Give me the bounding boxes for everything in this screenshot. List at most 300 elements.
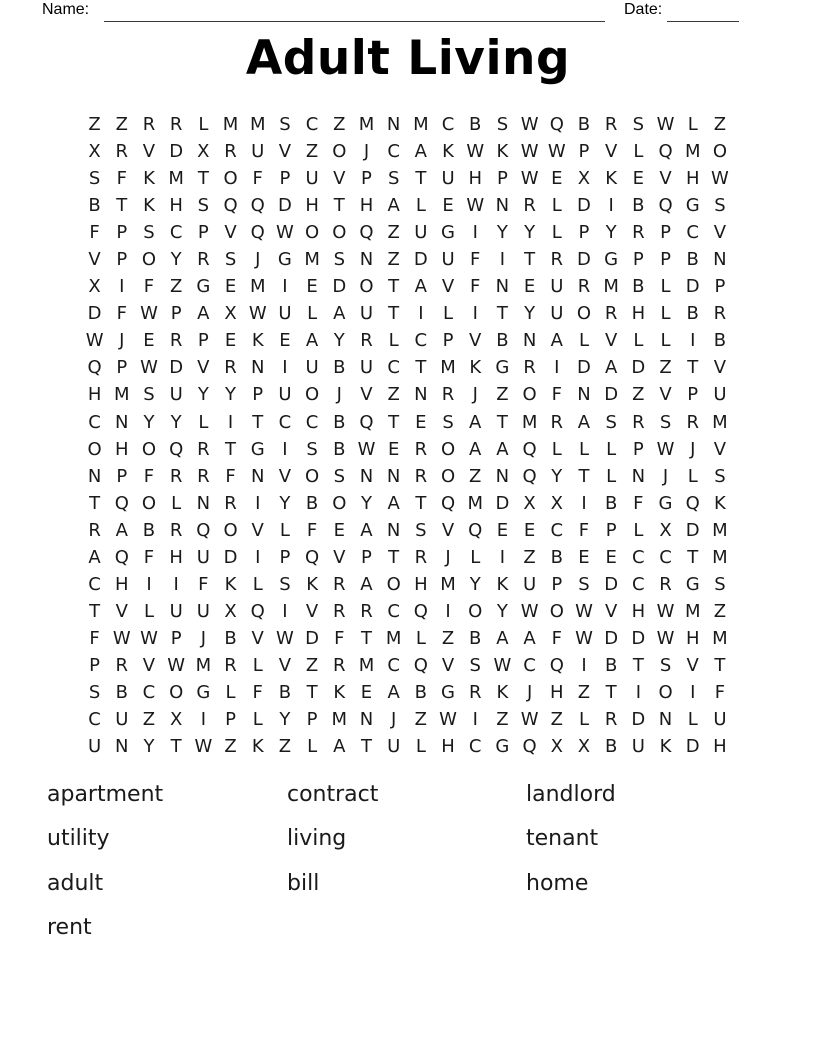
grid-letter: S	[578, 573, 590, 595]
grid-letter: R	[142, 114, 156, 136]
grid-letter: S	[306, 438, 318, 460]
grid-letter: H	[685, 168, 700, 190]
grid-letter: A	[333, 736, 346, 758]
grid-letter: Q	[114, 546, 129, 568]
grid-letter: V	[441, 654, 455, 676]
grid-letter: S	[714, 465, 726, 487]
grid-letter: B	[469, 627, 482, 649]
grid-letter: J	[119, 330, 125, 352]
grid-letter: K	[251, 736, 264, 758]
grid-letter: C	[468, 736, 482, 758]
grid-letter: A	[469, 411, 482, 433]
grid-letter: F	[143, 276, 155, 298]
grid-letter: I	[690, 330, 696, 352]
grid-letter: P	[660, 222, 671, 244]
grid-letter: H	[115, 438, 129, 460]
grid-letter: S	[333, 465, 345, 487]
grid-letter: Q	[522, 465, 537, 487]
grid-letter: V	[604, 600, 618, 622]
grid-letter: F	[470, 276, 481, 298]
grid-letter: G	[441, 682, 455, 703]
grid-letter: C	[550, 519, 564, 541]
grid-letter: Z	[142, 709, 156, 731]
grid-letter: A	[360, 519, 373, 541]
grid-letter: X	[169, 709, 183, 731]
grid-letter: W	[112, 627, 131, 649]
grid-letter: L	[415, 627, 426, 649]
grid-letter: T	[360, 627, 372, 649]
grid-letter: P	[252, 384, 264, 406]
grid-letter: L	[633, 330, 644, 352]
grid-letter: L	[252, 573, 263, 595]
grid-letter: R	[414, 438, 428, 460]
grid-letter: C	[387, 357, 400, 379]
grid-letter: L	[660, 276, 671, 298]
grid-letter: O	[440, 438, 456, 460]
grid-letter: F	[116, 168, 127, 190]
grid-letter: P	[442, 330, 454, 352]
grid-letter: N	[250, 465, 265, 487]
grid-letter: N	[386, 519, 401, 541]
grid-letter: D	[169, 141, 184, 163]
grid-letter: O	[305, 465, 320, 487]
grid-letter: M	[712, 411, 728, 433]
grid-letter: T	[714, 654, 726, 676]
grid-letter: Z	[115, 114, 128, 136]
grid-letter: G	[685, 195, 700, 217]
grid-letter: D	[604, 573, 619, 595]
grid-letter: M	[684, 141, 701, 163]
grid-letter: L	[443, 303, 454, 325]
grid-letter: S	[632, 114, 645, 136]
grid-letter: D	[577, 249, 591, 271]
grid-letter: Z	[577, 682, 591, 703]
grid-letter: L	[252, 654, 263, 676]
grid-letter: Z	[169, 276, 183, 298]
grid-letter: D	[577, 357, 591, 379]
grid-letter: N	[713, 249, 727, 271]
grid-letter: X	[659, 519, 672, 541]
grid-letter: T	[388, 303, 400, 325]
grid-letter: Q	[658, 141, 673, 163]
grid-letter: G	[196, 682, 211, 703]
grid-letter: P	[279, 546, 291, 568]
grid-letter: U	[441, 249, 455, 271]
grid-letter: S	[496, 114, 509, 136]
grid-letter: Q	[250, 195, 265, 217]
word-item: adult	[47, 870, 104, 896]
grid-letter: B	[604, 492, 618, 514]
grid-letter: Y	[524, 222, 536, 244]
grid-letter: Q	[440, 492, 456, 514]
grid-letter: G	[658, 492, 673, 514]
grid-letter: C	[441, 114, 455, 136]
grid-letter: P	[605, 519, 617, 541]
grid-letter: T	[496, 303, 508, 325]
grid-letter: K	[496, 141, 509, 163]
grid-letter: V	[333, 546, 346, 568]
grid-letter: P	[551, 573, 563, 595]
grid-letter: B	[550, 546, 563, 568]
grid-letter: H	[441, 736, 455, 758]
grid-letter: F	[334, 627, 345, 649]
grid-letter: B	[333, 357, 346, 379]
grid-letter: E	[523, 276, 536, 298]
grid-letter: C	[387, 141, 400, 163]
grid-letter: H	[169, 195, 183, 217]
grid-letter: X	[523, 492, 536, 514]
grid-letter: L	[633, 141, 644, 163]
grid-letter: C	[659, 546, 672, 568]
grid-letter: Q	[87, 357, 102, 379]
grid-letter: U	[550, 303, 564, 325]
grid-letter: V	[278, 654, 292, 676]
grid-letter: U	[305, 168, 319, 190]
grid-letter: V	[305, 600, 319, 622]
grid-letter: L	[198, 411, 209, 433]
grid-letter: R	[169, 519, 183, 541]
grid-letter: I	[282, 276, 288, 298]
word-item: apartment	[47, 781, 164, 807]
grid-letter: S	[442, 411, 454, 433]
grid-letter: S	[279, 573, 291, 595]
grid-letter: B	[686, 303, 699, 325]
grid-letter: P	[116, 357, 128, 379]
grid-letter: U	[523, 573, 537, 595]
grid-letter: E	[306, 276, 318, 298]
grid-letter: N	[414, 384, 428, 406]
grid-letter: Y	[333, 330, 345, 352]
grid-letter: Y	[551, 465, 563, 487]
grid-letter: L	[687, 709, 698, 731]
grid-letter: I	[146, 573, 152, 595]
grid-letter: F	[143, 465, 155, 487]
grid-letter: W	[493, 654, 512, 676]
grid-letter: U	[196, 546, 210, 568]
grid-letter: O	[549, 600, 564, 622]
grid-letter: D	[631, 357, 646, 379]
grid-letter: L	[252, 709, 263, 731]
grid-letter: F	[198, 573, 209, 595]
grid-letter: M	[521, 411, 538, 433]
grid-letter: U	[196, 600, 210, 622]
grid-letter: P	[279, 168, 291, 190]
grid-letter: A	[550, 330, 563, 352]
grid-letter: B	[333, 411, 346, 433]
grid-letter: D	[332, 276, 347, 298]
grid-letter: V	[115, 600, 128, 622]
grid-letter: K	[496, 682, 509, 703]
grid-letter: S	[279, 114, 291, 136]
name-label: Name:	[42, 1, 90, 18]
grid-letter: Q	[522, 736, 537, 758]
grid-letter: Q	[522, 438, 537, 460]
grid-letter: W	[140, 357, 158, 379]
grid-letter: U	[169, 600, 183, 622]
grid-letter: Z	[387, 222, 400, 244]
grid-letter: A	[360, 573, 373, 595]
grid-letter: M	[440, 357, 456, 379]
grid-letter: K	[442, 141, 454, 163]
grid-letter: T	[388, 546, 400, 568]
grid-letter: E	[415, 411, 427, 433]
grid-letter: C	[88, 709, 101, 731]
grid-letter: G	[495, 736, 510, 758]
grid-letter: P	[361, 168, 372, 190]
grid-letter: J	[662, 465, 669, 487]
grid-letter: V	[686, 654, 699, 676]
grid-letter: K	[143, 168, 155, 190]
grid-letter: J	[363, 141, 370, 163]
grid-letter: H	[713, 736, 727, 758]
word-item: living	[287, 826, 347, 852]
grid-letter: A	[387, 492, 400, 514]
grid-letter: Y	[360, 492, 372, 514]
grid-letter: R	[604, 303, 618, 325]
grid-letter: H	[685, 627, 700, 649]
grid-letter: V	[441, 519, 455, 541]
grid-letter: V	[142, 654, 156, 676]
grid-letter: I	[282, 438, 288, 460]
grid-letter: W	[466, 141, 485, 163]
grid-letter: M	[385, 627, 402, 649]
grid-letter: R	[414, 465, 428, 487]
grid-letter: U	[414, 222, 428, 244]
grid-letter: R	[632, 222, 645, 244]
grid-letter: P	[116, 465, 128, 487]
grid-letter: K	[333, 682, 346, 703]
grid-letter: L	[578, 438, 589, 460]
grid-letter: W	[520, 709, 539, 731]
grid-letter: O	[223, 519, 238, 541]
grid-letter: O	[658, 682, 673, 703]
grid-letter: B	[115, 682, 128, 703]
grid-letter: D	[169, 357, 184, 379]
grid-letter: G	[277, 249, 292, 271]
grid-letter: I	[635, 682, 641, 703]
grid-letter: R	[550, 411, 564, 433]
name-blank-line	[104, 2, 605, 22]
grid-letter: Y	[143, 411, 155, 433]
grid-letter: Z	[523, 546, 536, 568]
grid-letter: S	[714, 195, 726, 217]
grid-letter: T	[496, 411, 508, 433]
grid-letter: W	[711, 168, 729, 190]
grid-letter: T	[197, 168, 209, 190]
grid-letter: S	[659, 654, 672, 676]
grid-letter: C	[414, 330, 428, 352]
grid-letter: I	[472, 222, 478, 244]
grid-letter: Q	[169, 438, 184, 460]
grid-letter: B	[305, 492, 319, 514]
grid-letter: O	[386, 573, 401, 595]
grid-letter: S	[143, 384, 155, 406]
grid-letter: N	[631, 465, 646, 487]
grid-letter: I	[554, 357, 560, 379]
grid-letter: E	[632, 168, 645, 190]
grid-letter: R	[224, 654, 237, 676]
grid-letter: B	[333, 438, 346, 460]
grid-letter: C	[686, 222, 699, 244]
grid-letter: Z	[305, 141, 319, 163]
grid-letter: V	[278, 141, 292, 163]
grid-letter: W	[656, 114, 675, 136]
grid-letter: D	[631, 627, 646, 649]
grid-letter: B	[686, 249, 699, 271]
grid-letter: L	[551, 222, 562, 244]
grid-letter: D	[305, 627, 320, 649]
grid-letter: B	[713, 330, 727, 352]
grid-letter: W	[276, 222, 294, 244]
grid-letter: R	[523, 195, 536, 217]
grid-letter: T	[89, 600, 101, 622]
grid-letter: F	[143, 546, 155, 568]
word-list	[0, 772, 816, 972]
grid-letter: D	[277, 195, 292, 217]
grid-letter: Q	[413, 654, 428, 676]
grid-letter: T	[388, 411, 400, 433]
grid-letter: R	[224, 141, 237, 163]
grid-letter: R	[197, 465, 210, 487]
grid-letter: I	[581, 492, 587, 514]
grid-letter: E	[605, 546, 617, 568]
grid-letter: X	[224, 600, 237, 622]
grid-letter: X	[197, 141, 210, 163]
grid-letter: B	[496, 330, 509, 352]
grid-letter: P	[578, 222, 590, 244]
grid-letter: C	[387, 654, 400, 676]
grid-letter: Q	[549, 114, 564, 136]
grid-letter: C	[88, 573, 101, 595]
grid-letter: M	[440, 573, 456, 595]
grid-letter: L	[606, 465, 617, 487]
grid-letter: V	[197, 357, 210, 379]
grid-letter: J	[200, 627, 206, 649]
grid-letter: T	[578, 465, 590, 487]
grid-letter: C	[632, 546, 645, 568]
grid-letter: Z	[387, 384, 400, 406]
grid-letter: T	[360, 736, 372, 758]
grid-letter: T	[225, 438, 237, 460]
grid-letter: S	[387, 168, 400, 190]
grid-letter: Q	[250, 600, 265, 622]
grid-letter: W	[248, 303, 267, 325]
grid-letter: E	[523, 519, 536, 541]
grid-letter: L	[307, 736, 318, 758]
grid-letter: S	[88, 168, 101, 190]
grid-letter: T	[605, 682, 617, 703]
grid-letter: T	[415, 492, 427, 514]
grid-letter: U	[278, 303, 292, 325]
grid-letter: E	[387, 438, 400, 460]
word-list-column	[287, 772, 378, 906]
grid-letter: O	[141, 438, 157, 460]
grid-letter: R	[604, 709, 618, 731]
grid-letter: P	[197, 330, 209, 352]
grid-letter: K	[224, 573, 237, 595]
grid-letter: P	[116, 249, 128, 271]
grid-letter: T	[388, 276, 400, 298]
grid-letter: Q	[196, 519, 211, 541]
grid-letter: Q	[359, 411, 374, 433]
page-title: Adult Living	[245, 31, 571, 86]
grid-letter: W	[357, 438, 376, 460]
grid-letter: F	[116, 303, 127, 325]
grid-letter: F	[551, 384, 562, 406]
grid-letter: P	[116, 222, 128, 244]
grid-letter: O	[576, 303, 592, 325]
grid-letter: W	[276, 627, 294, 649]
grid-letter: Z	[713, 114, 727, 136]
grid-letter: N	[87, 465, 102, 487]
grid-letter: V	[88, 249, 101, 271]
grid-letter: M	[684, 600, 701, 622]
grid-letter: V	[278, 465, 292, 487]
grid-letter: U	[305, 357, 319, 379]
grid-letter: L	[415, 736, 426, 758]
grid-letter: R	[197, 438, 210, 460]
grid-letter: M	[331, 709, 348, 731]
grid-letter: Z	[659, 357, 672, 379]
grid-letter: H	[550, 682, 564, 703]
grid-letter: O	[223, 168, 238, 190]
grid-letter: I	[445, 600, 451, 622]
grid-letter: R	[713, 303, 727, 325]
grid-letter: T	[252, 411, 264, 433]
grid-letter: M	[603, 276, 619, 298]
grid-letter: X	[88, 141, 101, 163]
grid-letter: B	[604, 736, 618, 758]
grid-letter: I	[200, 709, 206, 731]
grid-letter: E	[224, 276, 237, 298]
grid-letter: I	[472, 709, 478, 731]
grid-letter: B	[632, 276, 645, 298]
grid-letter: H	[631, 303, 646, 325]
grid-letter: J	[336, 384, 342, 406]
grid-letter: W	[439, 709, 457, 731]
grid-letter: R	[115, 141, 129, 163]
grid-letter: S	[143, 222, 155, 244]
grid-letter: D	[577, 195, 591, 217]
grid-letter: N	[115, 736, 129, 758]
grid-letter: R	[333, 573, 346, 595]
grid-letter: A	[387, 682, 400, 703]
grid-letter: F	[252, 168, 263, 190]
grid-letter: O	[141, 492, 157, 514]
grid-letter: X	[577, 168, 591, 190]
grid-letter: V	[713, 357, 727, 379]
grid-letter: Q	[359, 222, 374, 244]
grid-letter: E	[143, 330, 155, 352]
grid-letter: B	[278, 682, 292, 703]
grid-letter: K	[605, 168, 618, 190]
grid-letter: W	[140, 627, 158, 649]
grid-letter: Z	[496, 709, 509, 731]
date-blank-line	[667, 2, 739, 22]
grid-letter: D	[685, 736, 700, 758]
grid-letter: S	[415, 519, 427, 541]
grid-letter: K	[659, 736, 672, 758]
grid-letter: P	[306, 709, 318, 731]
grid-letter: R	[224, 357, 237, 379]
grid-letter: I	[119, 276, 125, 298]
grid-letter: J	[255, 249, 261, 271]
grid-letter: E	[224, 330, 237, 352]
grid-letter: R	[632, 411, 645, 433]
grid-letter: R	[333, 654, 346, 676]
grid-letter: Y	[469, 573, 481, 595]
grid-letter: J	[472, 384, 478, 406]
